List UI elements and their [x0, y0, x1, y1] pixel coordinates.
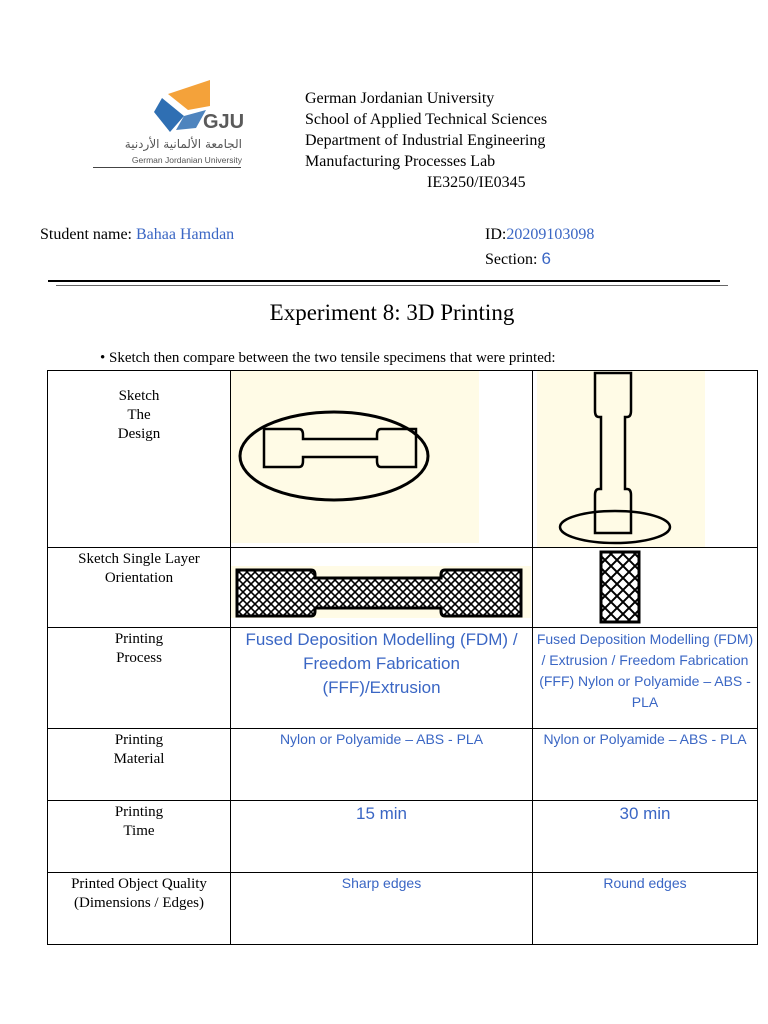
page-title: Experiment 8: 3D Printing	[269, 300, 515, 325]
layer-sketch-horizontal	[231, 548, 533, 628]
table-row	[48, 548, 758, 628]
row-label-line: Process	[116, 650, 162, 666]
section-label: Section:	[485, 251, 542, 268]
row-label-line: (Dimensions / Edges)	[74, 895, 204, 911]
instruction-text: • Sketch then compare between the two tensile specimens that were printed:	[100, 350, 556, 366]
material-horizontal: Nylon or Polyamide – ABS - PLA	[231, 729, 533, 801]
row-label	[48, 873, 231, 945]
logo-underline	[93, 167, 241, 168]
student-id-label: ID:	[485, 226, 507, 243]
row-label-line: Material	[113, 751, 165, 767]
design-sketch-horizontal	[231, 371, 533, 548]
row-label-line: Printing	[114, 631, 164, 647]
row-label-line: Sketch Single Layer	[78, 551, 200, 567]
row-label-line: Printing	[114, 804, 164, 820]
vertical-specimen-sketch	[533, 371, 757, 547]
divider-rule	[48, 280, 720, 282]
quality-horizontal: Sharp edges	[231, 873, 533, 945]
department-name: Department of Industrial Engineering	[305, 132, 546, 149]
row-label-line: Orientation	[104, 570, 174, 586]
row-label	[48, 628, 231, 729]
design-sketch-vertical	[533, 371, 758, 548]
row-label	[48, 548, 231, 628]
process-horizontal: Fused Deposition Modelling (FDM) / Freedom Fabrication (FFF)/Extrusion	[231, 628, 533, 729]
row-label-line: The	[127, 407, 151, 423]
time-horizontal: 15 min	[231, 801, 533, 873]
process-vertical: Fused Deposition Modelling (FDM) / Extrusion / Freedom Fabrication (FFF) Nylon or Polyamide – ABS - PLA	[533, 628, 758, 729]
logo-english-name: German Jordanian University	[131, 155, 242, 165]
row-label-line: Sketch	[118, 388, 160, 404]
row-label-line: Printed Object Quality	[71, 876, 207, 892]
course-code: IE3250/IE0345	[427, 174, 526, 191]
divider-rule-shadow	[56, 285, 728, 286]
section-line	[485, 249, 551, 269]
comparison-table	[47, 370, 758, 945]
table-row	[48, 801, 758, 873]
table-row	[48, 371, 758, 548]
table-row	[48, 873, 758, 945]
section-value: 6	[541, 249, 551, 268]
student-id-line	[485, 226, 594, 244]
horizontal-specimen-sketch	[231, 371, 531, 547]
logo-abbr: GJU	[203, 111, 245, 133]
row-label-line: Design	[117, 426, 161, 442]
time-vertical: 30 min	[533, 801, 758, 873]
quality-vertical: Round edges	[533, 873, 758, 945]
row-label	[48, 801, 231, 873]
horizontal-layer-pattern	[231, 548, 531, 626]
table-row	[48, 729, 758, 801]
row-label	[48, 729, 231, 801]
layer-sketch-vertical	[533, 548, 758, 628]
student-name-value: Bahaa Hamdan	[135, 226, 235, 243]
logo-arabic-name: الجامعة الألمانية الأردنية	[124, 137, 242, 151]
university-name: German Jordanian University	[305, 90, 495, 107]
vertical-layer-pattern	[533, 548, 757, 626]
material-vertical: Nylon or Polyamide – ABS - PLA	[533, 729, 758, 801]
school-name: School of Applied Technical Sciences	[305, 111, 548, 128]
row-label	[48, 371, 231, 548]
table-row	[48, 628, 758, 729]
student-id-value: 20209103098	[506, 226, 595, 243]
row-label-line: Time	[123, 823, 155, 839]
student-name-label: Student name:	[40, 226, 136, 243]
lab-name: Manufacturing Processes Lab	[305, 153, 496, 170]
institution-header	[305, 88, 547, 193]
row-label-line: Printing	[114, 732, 164, 748]
student-name-line	[40, 226, 234, 244]
